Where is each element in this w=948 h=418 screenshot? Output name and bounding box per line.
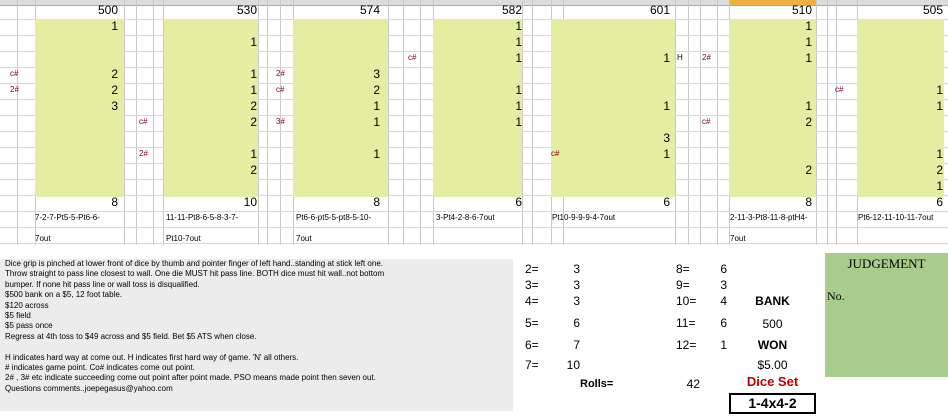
column-total[interactable]: 505 [922, 3, 943, 17]
roll-sequence-cont[interactable]: Pt10-7out [166, 234, 201, 243]
roll-count[interactable]: 2 [936, 163, 943, 177]
dice-set-cell[interactable]: 1-4x4-2 [729, 393, 816, 414]
roll-count[interactable]: 1 [111, 19, 118, 33]
roll-count[interactable]: 1 [936, 83, 943, 97]
column-total[interactable]: 601 [649, 3, 670, 17]
stat-value: 1 [720, 338, 727, 352]
grid-vline [816, 0, 817, 245]
roll-sequence[interactable]: Pt6-6-pt5-5-pt8-5-10- [296, 213, 372, 222]
grid-vline [388, 0, 389, 245]
roll-count[interactable]: 1 [515, 99, 522, 113]
roll-count[interactable]: 1 [373, 99, 380, 113]
bank-value: 500 [762, 317, 783, 331]
stat-value: 7 [573, 338, 580, 352]
stat-label: 9= [676, 278, 690, 292]
stat-value: 6 [573, 316, 580, 330]
yellow-range [164, 19, 258, 197]
roll-count[interactable]: 1 [515, 115, 522, 129]
note-line: $500 bank on a $5, 12 foot table. [5, 290, 122, 300]
stat-value: 3 [573, 278, 580, 292]
roll-sequence[interactable]: Pt10-9-9-9-4-7out [552, 213, 616, 222]
roll-sequence[interactable]: Pt6-12-11-10-11-7out [858, 213, 934, 222]
roll-count[interactable]: 1 [663, 147, 670, 161]
stat-label: 12= [676, 338, 697, 352]
note-line: Dice grip is pinched at lower front of dice by thumb and pointer finger of left hand..standing at stick left one. [5, 259, 383, 268]
grid-vline [827, 0, 828, 245]
bank-label: BANK [755, 294, 790, 308]
stat-label: 2= [525, 262, 539, 276]
note-line: $120 across [5, 300, 49, 310]
roll-count[interactable]: 1 [805, 35, 812, 49]
grid-vline [688, 0, 689, 245]
roll-sequence-cont[interactable]: 7out [730, 234, 746, 243]
stat-label: 3= [525, 278, 539, 292]
roll-count[interactable]: 2 [250, 99, 257, 113]
roll-count[interactable]: 3 [111, 99, 118, 113]
final-count[interactable]: 6 [663, 195, 670, 209]
stat-value: 3 [720, 278, 727, 292]
point-marker: 2# [276, 69, 285, 78]
note-line: bumper. If none hit pass line or wall toss is disqualified. [5, 279, 200, 289]
point-marker: c# [835, 85, 844, 94]
won-value: $5.00 [757, 358, 788, 372]
stat-label: 6= [525, 338, 539, 352]
point-marker: c# [276, 85, 285, 94]
stat-label: 4= [525, 294, 539, 308]
point-marker: 3# [276, 117, 285, 126]
note-line: H indicates hard way at come out. H indicates first hard way of game. 'N' all others. [5, 352, 299, 362]
roll-count[interactable]: 2 [111, 67, 118, 81]
stat-value: 10 [566, 358, 580, 372]
roll-count[interactable]: 1 [936, 99, 943, 113]
roll-count[interactable]: 1 [250, 67, 257, 81]
grid-vline [124, 0, 125, 245]
roll-count[interactable]: 2 [111, 83, 118, 97]
stat-value: 4 [720, 294, 727, 308]
grid-vline [258, 0, 259, 245]
note-line: # indicates game point. Co# indicates come out point. [5, 363, 195, 373]
roll-count[interactable]: 1 [805, 99, 812, 113]
grid-vline [532, 0, 533, 245]
roll-count[interactable]: 2 [805, 163, 812, 177]
dice-set-label: Dice Set [746, 374, 799, 389]
roll-count[interactable]: 2 [250, 115, 257, 129]
roll-count[interactable]: 1 [250, 147, 257, 161]
note-line: 2# , 3# etc indicate succeeding come out point after point made. PSO means made point then seven out. [5, 373, 376, 383]
roll-count[interactable]: 1 [515, 19, 522, 33]
stat-value: 6 [720, 262, 727, 276]
grid-vline [153, 0, 154, 245]
note-line: $5 pass once [5, 321, 53, 331]
grid-vline [522, 0, 523, 245]
point-marker: 2# [139, 149, 148, 158]
roll-count[interactable]: 2 [250, 163, 257, 177]
grid-vline [267, 0, 268, 245]
note-line: Questions comments..joepegasus@yahoo.com [5, 383, 173, 393]
final-count[interactable]: 6 [515, 195, 522, 209]
roll-count[interactable]: 1 [373, 115, 380, 129]
final-count[interactable]: 8 [373, 195, 380, 209]
roll-sequence-cont[interactable]: 7out [35, 234, 51, 243]
final-count[interactable]: 10 [243, 195, 257, 209]
won-label: WON [757, 338, 788, 352]
roll-sequence[interactable]: 3-Pt4-2-8-6-7out [436, 213, 495, 222]
judgement-title: JUDGEMENT [847, 256, 926, 271]
rolls-label: Rolls= [580, 378, 614, 390]
stat-label: 10= [676, 294, 697, 308]
roll-count[interactable]: 1 [663, 99, 670, 113]
point-marker: c# [139, 117, 148, 126]
note-line: Throw straight to pass line closest to wall. One die MUST hit pass line. BOTH dice must hit wall..not bottom [5, 269, 385, 279]
grid-vline [675, 0, 676, 245]
grid-hline [0, 243, 948, 244]
roll-count[interactable]: 3 [373, 67, 380, 81]
roll-count[interactable]: 1 [805, 51, 812, 65]
roll-count[interactable]: 1 [663, 51, 670, 65]
point-marker: 2# [10, 85, 19, 94]
notes-textbox[interactable] [0, 259, 513, 411]
rolls-value: 42 [686, 377, 700, 391]
roll-count[interactable]: 1 [515, 51, 522, 65]
judgement-box [825, 253, 948, 377]
judgement-number-label: No. [827, 289, 845, 303]
final-count[interactable]: 8 [111, 195, 118, 209]
stat-label: 8= [676, 262, 690, 276]
grid-vline [700, 0, 701, 245]
roll-count[interactable]: 1 [250, 35, 257, 49]
stat-label: 5= [525, 316, 539, 330]
roll-sequence-cont[interactable]: 7out [296, 234, 312, 243]
roll-count[interactable]: 1 [515, 35, 522, 49]
note-line: Regress at 4th toss to $49 across and $5 field. Bet $5 ATS when close. [5, 331, 257, 341]
stat-value: 3 [573, 262, 580, 276]
point-marker: c# [702, 117, 711, 126]
stat-value: 6 [720, 316, 727, 330]
grid-hline [0, 227, 948, 228]
grid-vline [717, 0, 718, 245]
column-total[interactable]: 530 [236, 3, 257, 17]
yellow-range [551, 19, 675, 197]
roll-count[interactable]: 1 [936, 179, 943, 193]
roll-sequence[interactable]: 2-11-3-Pt8-11-8-ptH4- [730, 213, 808, 222]
stat-label: 7= [525, 358, 539, 372]
point-marker: c# [551, 149, 560, 158]
point-marker: c# [408, 53, 417, 62]
final-count[interactable]: 8 [805, 195, 812, 209]
hard-way-marker: H [677, 53, 683, 62]
yellow-range [729, 19, 816, 197]
roll-count[interactable]: 1 [936, 147, 943, 161]
grid-vline [836, 0, 837, 245]
yellow-range [433, 19, 522, 197]
column-total[interactable]: 582 [501, 3, 522, 17]
grid-vline [17, 0, 18, 245]
note-line: $5 field [5, 311, 31, 321]
roll-count[interactable]: 1 [805, 19, 812, 33]
column-total[interactable]: 574 [359, 3, 380, 17]
roll-count[interactable]: 1 [373, 147, 380, 161]
final-count[interactable]: 6 [936, 195, 943, 209]
point-marker: 2# [702, 53, 711, 62]
note-line [0, 342, 513, 352]
column-total[interactable]: 500 [97, 3, 118, 17]
roll-count[interactable]: 3 [663, 131, 670, 145]
grid-vline [403, 0, 404, 245]
yellow-range [857, 19, 944, 197]
roll-count[interactable]: 2 [373, 83, 380, 97]
stat-value: 3 [573, 294, 580, 308]
grid-vline [420, 0, 421, 245]
column-total[interactable]: 510 [791, 3, 812, 17]
stat-label: 11= [676, 316, 696, 330]
roll-count[interactable]: 1 [250, 83, 257, 97]
roll-sequence[interactable]: 7-2-7-Pt5-5-Pt6-6- [35, 213, 100, 222]
roll-sequence[interactable]: 11-11-Pt8-6-5-8-3-7- [166, 213, 239, 222]
grid-vline [136, 0, 137, 245]
point-marker: c# [10, 69, 19, 78]
roll-count[interactable]: 2 [805, 115, 812, 129]
roll-count[interactable]: 1 [515, 83, 522, 97]
